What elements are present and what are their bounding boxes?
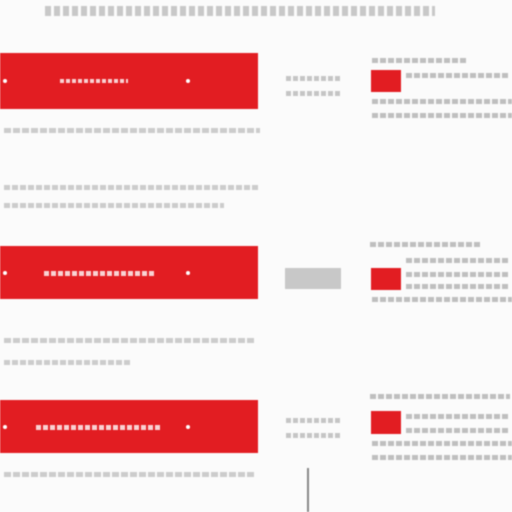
bar-dot-right (186, 425, 190, 429)
bar-label-placeholder (36, 425, 162, 430)
bar-dot-left (3, 271, 7, 275)
caption-placeholder (4, 360, 130, 365)
title-placeholder (45, 6, 435, 16)
bar-dot-left (3, 425, 7, 429)
legend-line-placeholder (406, 284, 510, 289)
legend-line-placeholder (372, 99, 512, 104)
legend-swatch (371, 70, 401, 92)
legend-line-placeholder (372, 297, 512, 302)
caption-placeholder (4, 338, 256, 343)
legend-line-placeholder (372, 113, 512, 118)
legend-line-placeholder (372, 441, 512, 446)
legend-line-placeholder (406, 272, 510, 277)
legend-line-placeholder (406, 414, 510, 419)
red-bar-1 (0, 53, 258, 109)
bar-label-placeholder (44, 271, 156, 276)
caption-placeholder (4, 128, 260, 133)
connector-bar (285, 268, 341, 289)
red-bar-3 (0, 400, 258, 453)
bar-dot-right (186, 79, 190, 83)
connector-label-1b (286, 91, 340, 96)
connector-label-3b (286, 433, 340, 438)
caption-placeholder (4, 203, 224, 208)
legend-line-placeholder (406, 428, 510, 433)
legend-heading-placeholder (370, 394, 510, 399)
bar-dot-right (186, 271, 190, 275)
stem-line (307, 468, 309, 512)
legend-line-placeholder (406, 73, 510, 78)
legend-heading-placeholder (370, 242, 482, 247)
red-bar-2 (0, 246, 258, 299)
legend-swatch (371, 411, 401, 434)
caption-placeholder (4, 185, 258, 190)
legend-swatch (371, 268, 401, 290)
caption-placeholder (4, 472, 256, 477)
bar-label-placeholder (60, 79, 128, 83)
legend-line-placeholder (372, 455, 512, 460)
connector-label-1 (286, 76, 340, 81)
connector-label-3 (286, 418, 340, 423)
legend-line-placeholder (406, 258, 510, 263)
bar-dot-left (3, 79, 7, 83)
legend-heading-placeholder (372, 58, 468, 63)
